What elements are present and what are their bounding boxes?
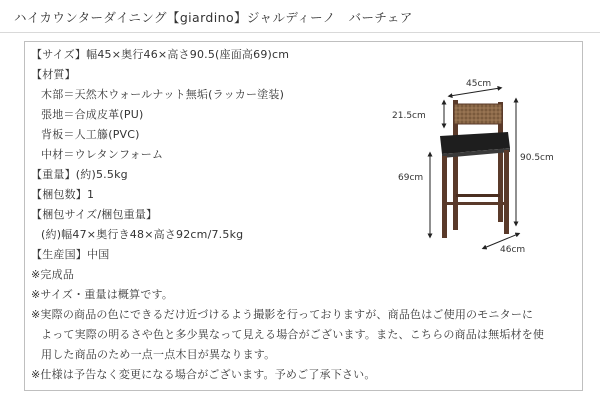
chair-dimension-diagram — [390, 74, 560, 264]
spec-material-wood: 木部＝天然木ウォールナット無垢(ラッカー塗装) — [41, 88, 285, 101]
spec-size: 【サイズ】幅45×奥行46×高さ90.5(座面高69)cm — [31, 48, 290, 61]
chair-illustration — [440, 100, 510, 238]
note-color-3: 用した商品のため一点一点木目が異なります。 — [41, 348, 276, 361]
spec-material-heading: 【材質】 — [31, 68, 76, 81]
note-assembled: ※完成品 — [31, 268, 75, 281]
page-title: ハイカウンターダイニング【giardino】ジャルディーノ バーチェア — [14, 10, 413, 25]
width-label: 45cm — [466, 79, 492, 89]
spec-package-count: 【梱包数】1 — [31, 188, 95, 201]
depth-label: 46cm — [500, 245, 526, 255]
note-specs-change: ※仕様は予告なく変更になる場合がございます。予めご了承下さい。 — [31, 368, 376, 381]
spec-material-upholstery: 張地＝合成皮革(PU) — [41, 108, 144, 121]
seat-height-label: 69cm — [398, 173, 424, 183]
note-approximate: ※サイズ・重量は概算です。 — [31, 288, 174, 301]
spec-package-heading: 【梱包サイズ/梱包重量】 — [31, 208, 158, 221]
spec-material-filling: 中材＝ウレタンフォーム — [41, 148, 164, 161]
note-color-2: よって実際の明るさや色と多少異なって見える場合がございます。また、こちらの商品は無垢材を使 — [41, 328, 545, 341]
spec-material-backrest: 背板＝人工籐(PVC) — [41, 128, 140, 141]
spec-weight: 【重量】(約)5.5kg — [31, 168, 128, 181]
total-height-label: 90.5cm — [520, 153, 554, 163]
spec-package-size: (約)幅47×奥行き48×高さ92cm/7.5kg — [41, 228, 244, 241]
backrest-height-label: 21.5cm — [392, 111, 426, 121]
spec-origin: 【生産国】中国 — [31, 248, 110, 261]
note-color-1: ※実際の商品の色にできるだけ近づけるよう撮影を行っておりますが、商品色はご使用のモニターに — [31, 308, 534, 321]
title-bar — [0, 0, 600, 33]
